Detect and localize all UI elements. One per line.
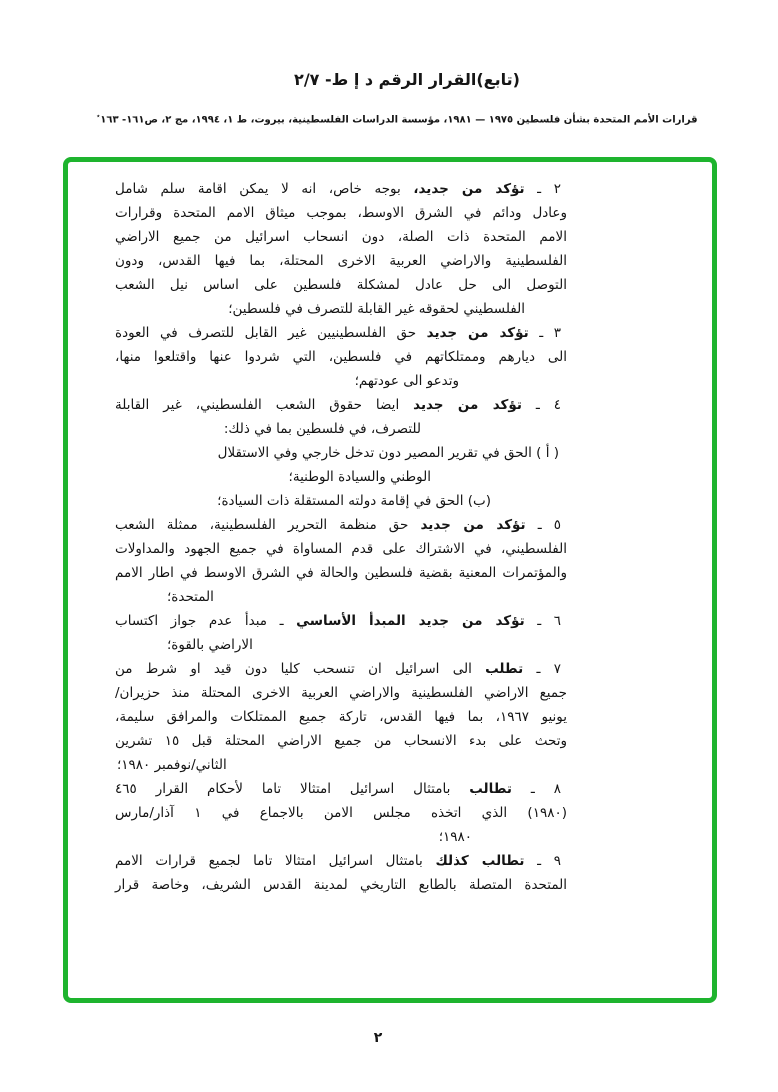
text-line-12	[115, 441, 567, 465]
text-run: التوصل الى حل عادل لمشكلة فلسطين على اساس نيل الشعب	[115, 277, 567, 293]
text-run: وعادل ودائم في الشرق الاوسط، بموجب ميثاق الامم المتحدة وقرارات	[115, 205, 567, 221]
text-run: جميع الاراضي الفلسطينية والاراضي العربية الاخرى المحتلة منذ حزيران/	[115, 685, 567, 701]
text-line-19	[115, 609, 567, 633]
operative-phrase: تطالب	[469, 781, 512, 797]
text-run: والمؤتمرات المعنية بقضية فلسطين والحالة في الشرق الاوسط في اطار الامم	[115, 565, 567, 581]
text-run: وتدعو الى عودتهم؛	[354, 373, 459, 389]
text-line-4	[115, 249, 567, 273]
text-run: بامتثال اسرائيل امتثالا تاما لأحكام القرار ٤٦٥	[115, 781, 470, 797]
text-line-17	[115, 561, 567, 585]
operative-phrase: تؤكد من جديد	[413, 397, 522, 413]
text-run: الى اسرائيل ان تنسحب كليا دون قيد او شرط من	[115, 661, 486, 677]
footnote-asterisk-mark: ٭	[96, 112, 101, 120]
text-line-27	[115, 801, 567, 825]
text-line-8	[115, 345, 567, 369]
text-line-28	[115, 825, 567, 849]
text-run: ٨ ـ	[511, 781, 561, 797]
text-line-18	[115, 585, 567, 609]
text-line-21	[115, 657, 567, 681]
operative-phrase: تؤكد من جديد المبدأ الأساسي	[296, 613, 525, 629]
text-line-6	[115, 297, 567, 321]
text-run: الفلسطيني لحقوقه غير القابلة للتصرف في فلسطين؛	[228, 301, 525, 317]
text-run: (١٩٨٠) الذي اتخذه مجلس الامن بالاجماع في ١ آذار/مارس	[115, 805, 567, 821]
operative-phrase: تؤكد من جديد	[420, 517, 526, 533]
text-line-16	[115, 537, 567, 561]
text-run: بوجه خاص، انه لا يمكن اقامة سلم شامل	[115, 181, 414, 197]
text-line-10	[115, 393, 567, 417]
text-run: الاراضي بالقوة؛	[167, 637, 253, 653]
text-line-24	[115, 729, 567, 753]
text-line-11	[115, 417, 567, 441]
text-run: بامتثال اسرائيل امتثالا تاما لجميع قرارات الامم	[115, 853, 436, 869]
text-run: الفلسطينية والاراضي العربية الاخرى المحتلة، بما فيها القدس، ودون	[115, 253, 567, 269]
text-run: الى ديارهم وممتلكاتهم في فلسطين، التي شردوا عنها واقتلعوا منها،	[115, 349, 567, 365]
text-line-15	[115, 513, 567, 537]
text-run: ٩ ـ	[524, 853, 562, 869]
text-run: ( أ ) الحق في تقرير المصير دون تدخل خارجي وفي الاستقلال	[217, 445, 559, 461]
text-run: ـ مبدأ عدم جواز اكتساب	[115, 613, 297, 629]
text-line-13	[115, 465, 567, 489]
text-line-29	[115, 849, 567, 873]
text-run: ٢ ـ	[524, 181, 561, 197]
operative-phrase: تؤكد من جديد،	[413, 181, 525, 197]
text-run: ٦ ـ	[524, 613, 561, 629]
document-source-citation	[8, 112, 778, 125]
text-line-9	[115, 369, 567, 393]
text-run: الوطني والسيادة الوطنية؛	[288, 469, 431, 485]
text-line-2	[115, 201, 567, 225]
operative-phrase: تطالب كذلك	[435, 853, 525, 869]
text-run: المتحدة المتصلة بالطابع التاريخي لمدينة القدس الشريف، وخاصة قرار	[115, 877, 567, 893]
source-text: قرارات الأمم المتحدة بشأن فلسطين ١٩٧٥ — ١٩٨١، مؤسسة الدراسات الفلسطينية، بيروت، ط ١، ١٩٩٤، مج ٢، ص١٦١- ١٦٣	[100, 114, 698, 126]
text-run: حق منظمة التحرير الفلسطينية، ممثلة الشعب	[115, 517, 421, 533]
operative-phrase: تؤكد من جديد	[426, 325, 529, 341]
text-line-30	[115, 873, 567, 897]
text-run: يونيو ١٩٦٧، بما فيها القدس، تاركة جميع الممتلكات والمرافق سليمة،	[115, 709, 568, 725]
text-run: ٤ ـ	[521, 397, 562, 413]
text-line-1	[115, 177, 567, 201]
page-number: ٢	[373, 1030, 383, 1046]
text-run: وتحث على بدء الانسحاب من جميع الاراضي المحتلة قبل ١٥ تشرين	[115, 733, 568, 749]
text-run: الفلسطيني، في الاشتراك على قدم المساواة في جميع الجهود والمداولات	[115, 541, 567, 557]
text-run: ١٩٨٠؛	[438, 829, 472, 845]
text-run: الامم المتحدة ذات الصلة، دون انسحاب اسرائيل من جميع الاراضي	[115, 229, 567, 245]
text-line-3	[115, 225, 567, 249]
text-line-14	[115, 489, 567, 513]
text-run: ٧ ـ	[523, 661, 561, 677]
text-line-25	[115, 753, 567, 777]
text-run: (ب) الحق في إقامة دولته المستقلة ذات السيادة؛	[217, 493, 491, 509]
text-run: ٣ ـ	[528, 325, 562, 341]
text-line-23	[115, 705, 567, 729]
text-run: حق الفلسطينيين غير القابل للتصرف في العودة	[115, 325, 427, 341]
text-run: ٥ ـ	[525, 517, 562, 533]
resolution-text-block	[115, 177, 567, 897]
text-run: للتصرف، في فلسطين بما في ذلك:	[223, 421, 421, 437]
text-line-26	[115, 777, 567, 801]
text-line-5	[115, 273, 567, 297]
text-run: المتحدة؛	[167, 589, 214, 605]
operative-phrase: تطلب	[485, 661, 524, 677]
document-title: (تابع)القرار الرقم د إ ط- ٢/٧	[294, 70, 520, 89]
text-line-22	[115, 681, 567, 705]
text-run: الثاني/نوفمبر ١٩٨٠؛	[117, 757, 227, 773]
text-line-7	[115, 321, 567, 345]
text-line-20	[115, 633, 567, 657]
text-run: ايضا حقوق الشعب الفلسطيني، غير القابلة	[115, 397, 414, 413]
